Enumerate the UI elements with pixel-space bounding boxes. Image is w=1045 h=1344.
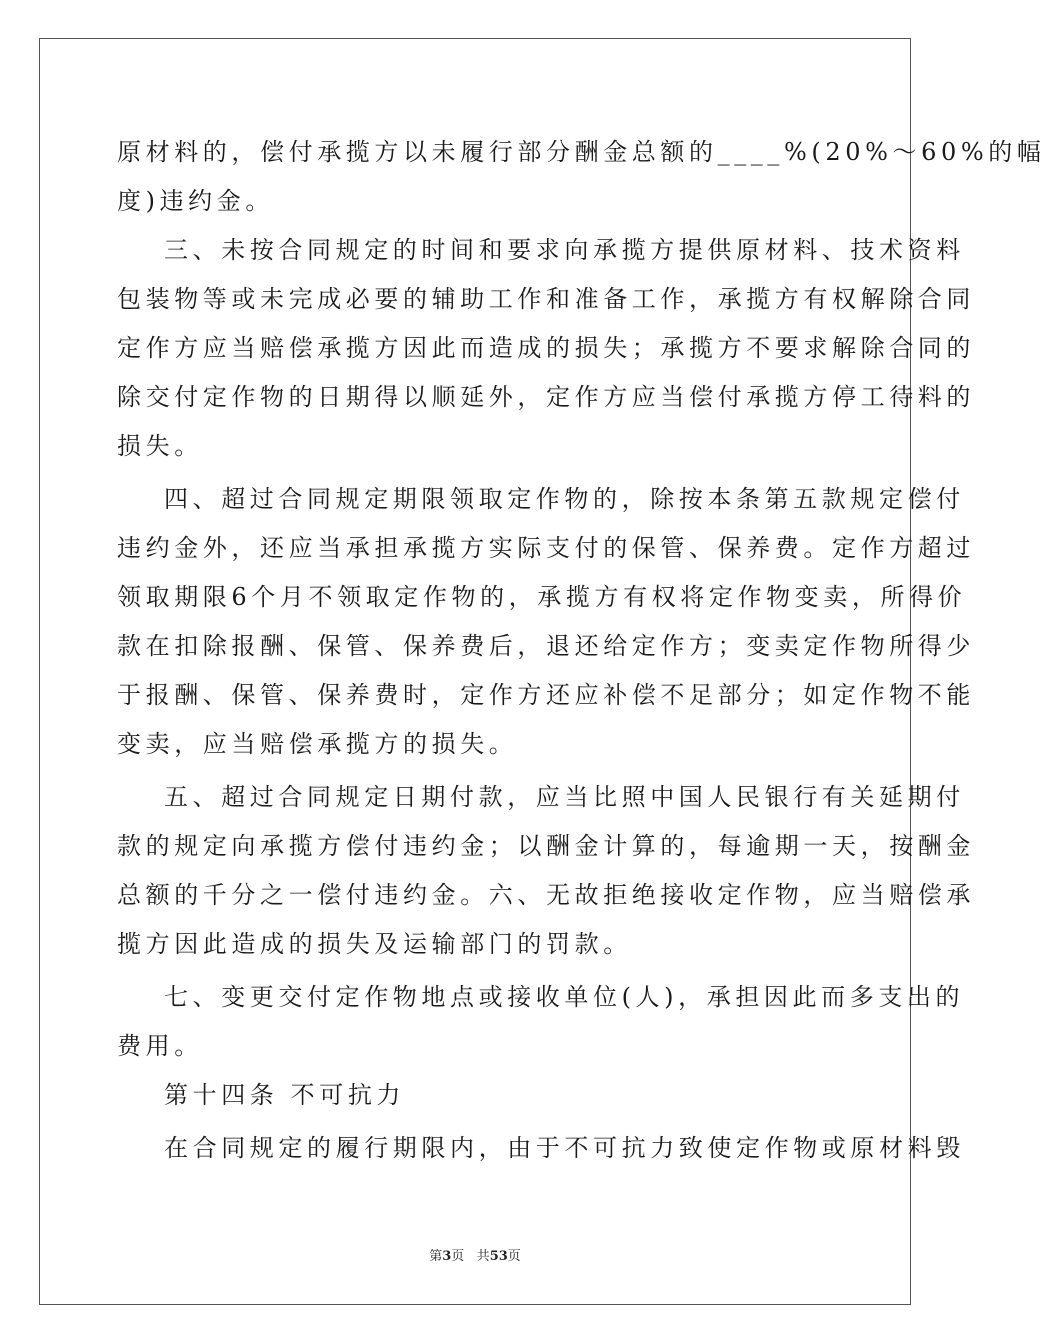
text-line: 费用。 xyxy=(117,1032,203,1060)
text-line: 款的规定向承揽方偿付违约金；以酬金计算的，每逾期一天，按酬金 xyxy=(117,832,975,860)
text-line: 原材料的，偿付承揽方以未履行部分酬金总额的____%(20%～60%的幅 xyxy=(117,138,1045,166)
text-line: 领取期限6个月不领取定作物的，承揽方有权将定作物变卖，所得价 xyxy=(117,583,967,611)
total-pages: 53 xyxy=(489,1249,508,1264)
paragraph-start-line: 四、超过合同规定期限领取定作物的，除按本条第五款规定偿付 xyxy=(164,485,965,513)
total-prefix: 共 xyxy=(476,1249,490,1264)
text-line: 包装物等或未完成必要的辅助工作和准备工作，承揽方有权解除合同 xyxy=(117,285,975,313)
paragraph-start-line: 五、超过合同规定日期付款，应当比照中国人民银行有关延期付 xyxy=(164,783,965,811)
page-footer xyxy=(0,1249,950,1265)
section-heading: 第十四条 不可抗力 xyxy=(164,1081,406,1109)
text-line: 揽方因此造成的损失及运输部门的罚款。 xyxy=(117,930,632,958)
paragraph-start-line: 三、未按合同规定的时间和要求向承揽方提供原材料、技术资料 xyxy=(164,236,965,264)
page-prefix: 第 xyxy=(429,1249,443,1264)
text-line: 于报酬、保管、保养费时，定作方还应补偿不足部分；如定作物不能 xyxy=(117,681,975,709)
paragraph-start-line: 七、变更交付定作物地点或接收单位(人)，承担因此而多支出的 xyxy=(164,983,965,1011)
text-line: 违约金外，还应当承担承揽方实际支付的保管、保养费。定作方超过 xyxy=(117,534,975,562)
page-border xyxy=(39,38,911,1305)
text-line: 定作方应当赔偿承揽方因此而造成的损失；承揽方不要求解除合同的 xyxy=(117,334,975,362)
page-suffix: 页 xyxy=(451,1249,465,1264)
text-line: 度)违约金。 xyxy=(117,187,274,215)
text-line: 损失。 xyxy=(117,432,203,460)
text-line: 总额的千分之一偿付违约金。六、无故拒绝接收定作物，应当赔偿承 xyxy=(117,881,975,909)
text-line: 款在扣除报酬、保管、保养费后，退还给定作方；变卖定作物所得少 xyxy=(117,632,975,660)
text-line: 变卖，应当赔偿承揽方的损失。 xyxy=(117,730,518,758)
text-line: 除交付定作物的日期得以顺延外，定作方应当偿付承揽方停工待料的 xyxy=(117,383,975,411)
total-suffix: 页 xyxy=(507,1249,521,1264)
paragraph-start-line: 在合同规定的履行期限内，由于不可抗力致使定作物或原材料毁 xyxy=(164,1134,965,1162)
page-number: 3 xyxy=(442,1249,452,1264)
